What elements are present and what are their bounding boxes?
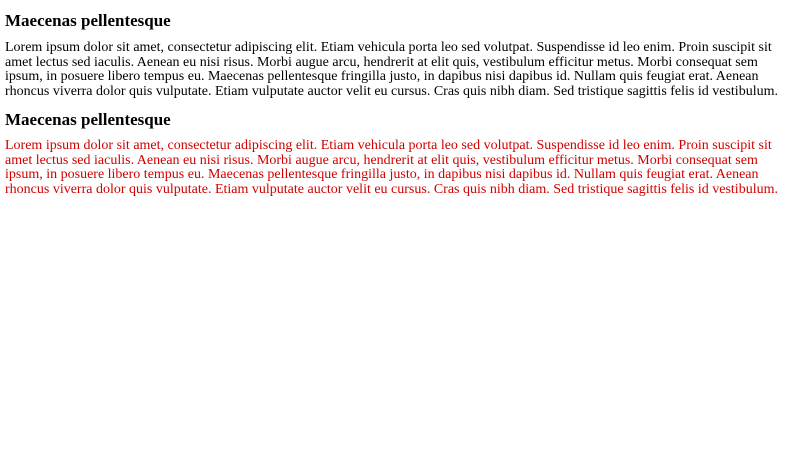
section-paragraph-red: Lorem ipsum dolor sit amet, consectetur adipiscing elit. Etiam vehicula porta leo sed volutpat. Suspendisse id leo enim. Proin suscipit sit amet lectus sed iaculis. Aenean eu nisi risus. Morbi augue arcu, hendrerit at elit quis, vestibulum efficitur metus. Morbi consequat sem ipsum, in posuere libero tempus eu. Maecenas pellentesque fringilla justo, in dapibus nisi dapibus id. Nullam quis feugiat erat. Aenean rhoncus viverra dolor quis vulputate. Etiam vulputate auctor velit eu cursus. Cras quis nibh diam. Sed tristique sagittis felis id vestibulum. <box>5 138 778 197</box>
document-page <box>0 0 800 197</box>
section-heading: Maecenas pellentesque <box>5 110 171 129</box>
section-paragraph: Lorem ipsum dolor sit amet, consectetur adipiscing elit. Etiam vehicula porta leo sed volutpat. Suspendisse id leo enim. Proin suscipit sit amet lectus sed iaculis. Aenean eu nisi risus. Morbi augue arcu, hendrerit at elit quis, vestibulum efficitur metus. Morbi consequat sem ipsum, in posuere libero tempus eu. Maecenas pellentesque fringilla justo, in dapibus nisi dapibus id. Nullam quis feugiat erat. Aenean rhoncus viverra dolor quis vulputate. Etiam vulputate auctor velit eu cursus. Cras quis nibh diam. Sed tristique sagittis felis id vestibulum. <box>5 40 778 99</box>
section-heading: Maecenas pellentesque <box>5 11 171 30</box>
